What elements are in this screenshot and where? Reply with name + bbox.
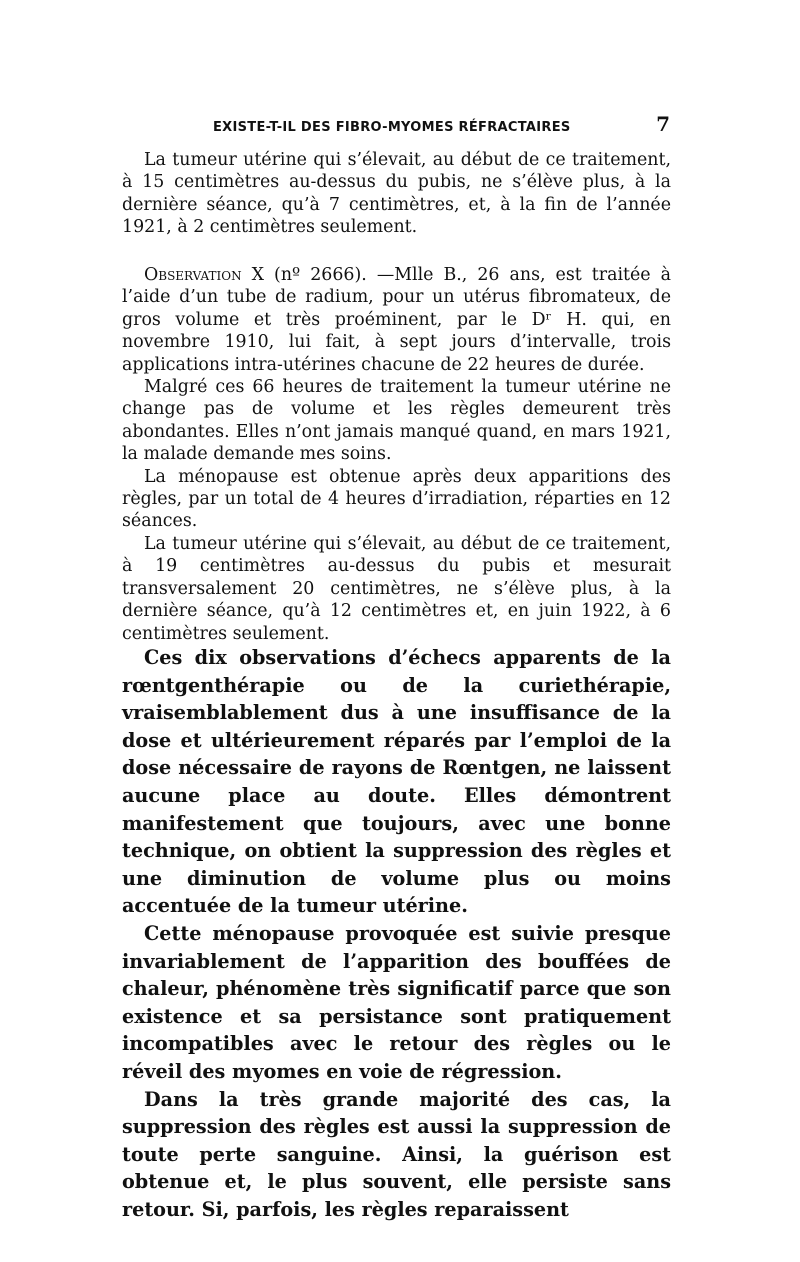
paragraph-tumeur-19cm: La tumeur utérine qui s’élevait, au début de ce traitement, à 19 centimètres au-dessus du pubis et mesurait transversalement 20 centimètres, ne s’élève plus, à la dernière séance, qu’à 12 centimètres et, en juin 1922, à 6 centimètres seulement. — [122, 533, 671, 644]
page-header — [123, 112, 670, 136]
paragraph-tumeur-15cm: La tumeur utérine qui s’élevait, au début de ce traitement, à 15 centimètres au-dessus du pubis, ne s’élève plus, à la dernière séance, qu’à 7 centimètres, et, à la fin de l’année 1921, à 2 centimètres seulement. — [122, 150, 671, 238]
paragraph-menopause: La ménopause est obtenue après deux apparitions des règles, par un total de 4 heures d’irradiation, réparties en 12 séances. — [122, 466, 671, 532]
observation-text: X (nº 2666). —Mlle B., 26 ans, est traitée à l’aide d’un tube de radium, pour un utérus fibromateux, de gros volume et très proéminent, par le Dʳ H. qui, en novembre 1910, lui fait, à sept jours d’intervalle, trois applications intra-utérines chacune de 22 heures de durée. — [122, 265, 671, 375]
observation-block — [122, 264, 671, 645]
running-title: EXISTE-T-IL DES FIBRO-MYOMES RÉFRACTAIRES — [213, 120, 571, 135]
observation-label: Observation — [144, 265, 242, 285]
paragraph-menopause-provoquee: Cette ménopause provoquée est suivie presque invariablement de l’apparition des bouffées de chaleur, phénomène très significatif parce que son existence et sa persistance sont pratiquement incompatibles avec le retour des règles ou le réveil des myomes en voie de régression. — [122, 921, 671, 1083]
case-summary-block — [122, 149, 671, 239]
paragraph-malgre: Malgré ces 66 heures de traitement la tumeur utérine ne change pas de volume et les règles demeurent très abondantes. Elles n’ont jamais manqué quand, en mars 1921, la malade demande mes soins. — [122, 377, 671, 465]
conclusion-block — [122, 644, 671, 1223]
page-number: 7 — [656, 112, 670, 136]
paragraph-dix-observations: Ces dix observations d’échecs apparents de la rœntgenthérapie ou de la curiethérapie, vraisemblablement dus à une insuffisance de la dose et ultérieurement réparés par l’emploi de la dose nécessaire de rayons de Rœntgen, ne laissent aucune place au doute. Elles démontrent manifestement que toujours, avec une bonne technique, on obtient la suppression des règles et une diminution de volume plus ou moins accentuée de la tumeur utérine. — [122, 646, 671, 918]
paragraph-majorite-des-cas: Dans la très grande majorité des cas, la suppression des règles est aussi la suppression de toute perte sanguine. Ainsi, la guérison est obtenue et, le plus souvent, elle persiste sans retour. Si, parfois, les règles reparaissent — [122, 1087, 671, 1221]
observation-paragraph — [122, 264, 671, 376]
